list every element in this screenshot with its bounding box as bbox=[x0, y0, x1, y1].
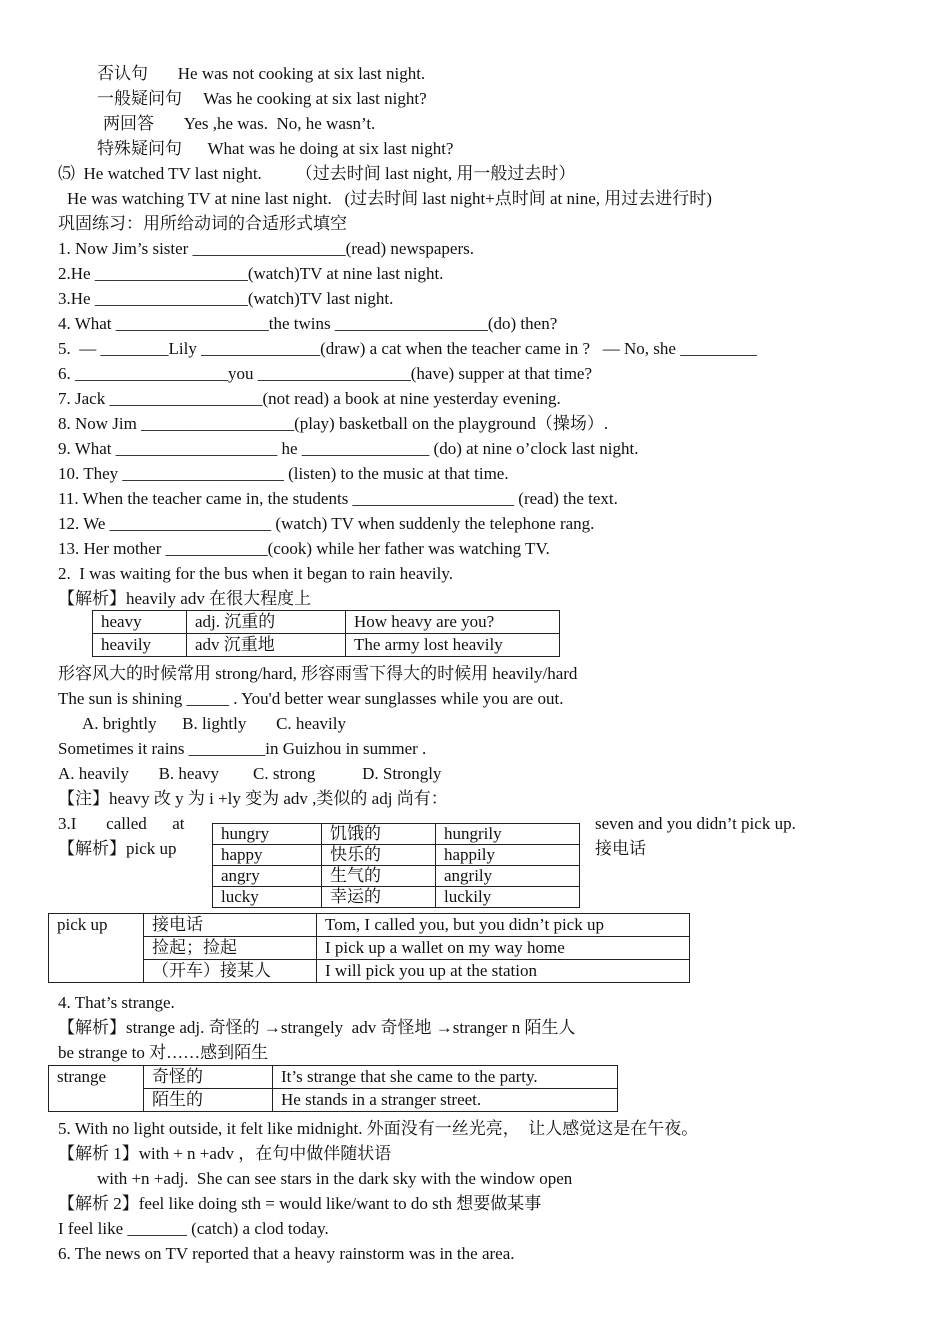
exercise-item-3: 3.He __________________(watch)TV last night. bbox=[58, 289, 394, 308]
table-row bbox=[49, 937, 690, 960]
analysis-strange: 【解析】strange adj. 奇怪的 →strangely adv 奇怪地 →stranger n 陌生人 bbox=[58, 1018, 576, 1037]
table-cell: 快乐的 bbox=[322, 845, 436, 866]
negative-sentence: 否认句 He was not cooking at six last night. bbox=[97, 64, 426, 83]
example-past-continuous: He was watching TV at nine last night. (过去时间 last night+点时间 at nine, 用过去进行时) bbox=[67, 189, 712, 208]
exercise-item-11: 11. When the teacher came in, the students ___________________ (read) the text. bbox=[58, 489, 618, 508]
exercise-item-9: 9. What ___________________ he _______________ (do) at nine o’clock last night. bbox=[58, 439, 639, 458]
with-adj-example: with +n +adj. She can see stars in the dark sky with the window open bbox=[97, 1169, 573, 1188]
table-cell: I pick up a wallet on my way home bbox=[317, 937, 690, 960]
table-cell: angry bbox=[213, 866, 322, 887]
sentence-6: 6. The news on TV reported that a heavy rainstorm was in the area. bbox=[58, 1244, 515, 1263]
practice-options-1: A. brightly B. lightly C. heavily bbox=[82, 714, 346, 733]
table-row bbox=[93, 611, 560, 634]
table-cell: hungry bbox=[213, 824, 322, 845]
exercise-item-7: 7. Jack __________________(not read) a book at nine yesterday evening. bbox=[58, 389, 561, 408]
sentence-2: 2. I was waiting for the bus when it began to rain heavily. bbox=[58, 564, 453, 583]
analysis-feel-like: 【解析 2】feel like doing sth = would like/want to do sth 想要做某事 bbox=[58, 1194, 542, 1213]
sentence-3-end: seven and you didn’t pick up. bbox=[595, 814, 796, 833]
table-cell: angrily bbox=[436, 866, 580, 887]
table-cell: hungrily bbox=[436, 824, 580, 845]
table-cell: （开车）接某人 bbox=[144, 960, 317, 983]
strange-table bbox=[48, 1065, 618, 1112]
exercise-item-2: 2.He __________________(watch)TV at nine last night. bbox=[58, 264, 444, 283]
table-cell: 陌生的 bbox=[144, 1089, 273, 1112]
table-row bbox=[213, 824, 580, 845]
table-cell: heavily bbox=[93, 634, 187, 657]
exercise-item-12: 12. We ___________________ (watch) TV when suddenly the telephone rang. bbox=[58, 514, 595, 533]
table-cell: pick up bbox=[49, 914, 144, 983]
general-question: 一般疑问句 Was he cooking at six last night? bbox=[97, 89, 427, 108]
table-row bbox=[213, 887, 580, 908]
note-adj-to-adv: 【注】heavy 改 y 为 i +ly 变为 adv ,类似的 adj 尚有： bbox=[58, 789, 448, 808]
table-cell: happy bbox=[213, 845, 322, 866]
two-answers: 两回答 Yes ,he was. No, he wasn’t. bbox=[103, 114, 376, 133]
analysis-pick-up: 【解析】pick up bbox=[58, 839, 177, 858]
exercise-item-4: 4. What __________________the twins __________________(do) then? bbox=[58, 314, 558, 333]
heavy-table bbox=[92, 610, 560, 657]
table-cell: The army lost heavily bbox=[346, 634, 560, 657]
practice-question-1: The sun is shining _____ . You'd better wear sunglasses while you are out. bbox=[58, 689, 564, 708]
special-question: 特殊疑问句 What was he doing at six last night? bbox=[97, 139, 454, 158]
pick-up-meaning: 接电话 bbox=[595, 839, 646, 858]
sentence-4: 4. That’s strange. bbox=[58, 993, 175, 1012]
practice-question-2: Sometimes it rains _________in Guizhou in summer . bbox=[58, 739, 427, 758]
sentence-3-start: 3.I called at bbox=[58, 814, 185, 833]
table-cell: luckily bbox=[436, 887, 580, 908]
table-row bbox=[93, 634, 560, 657]
exercise-item-5: 5. — ________Lily ______________(draw) a cat when the teacher came in ? — No, she _________ bbox=[58, 339, 757, 358]
table-cell: 奇怪的 bbox=[144, 1066, 273, 1089]
pick-up-table bbox=[48, 913, 690, 983]
table-cell: strange bbox=[49, 1066, 144, 1112]
table-row bbox=[49, 1066, 618, 1089]
table-cell: lucky bbox=[213, 887, 322, 908]
analysis-heavily: 【解析】heavily adv 在很大程度上 bbox=[58, 589, 312, 608]
example-past-simple: ⑸ He watched TV last night. （过去时间 last night, 用一般过去时） bbox=[58, 164, 576, 183]
exercise-heading: 巩固练习：用所给动词的合适形式填空 bbox=[58, 214, 347, 233]
exercise-item-8: 8. Now Jim __________________(play) basketball on the playground（操场）. bbox=[58, 414, 609, 433]
practice-options-2: A. heavily B. heavy C. strong D. Strongly bbox=[58, 764, 442, 783]
table-cell: happily bbox=[436, 845, 580, 866]
feel-like-exercise: I feel like _______ (catch) a clod today. bbox=[58, 1219, 329, 1238]
table-cell: 捡起；捡起 bbox=[144, 937, 317, 960]
table-cell: 接电话 bbox=[144, 914, 317, 937]
table-cell: 生气的 bbox=[322, 866, 436, 887]
table-row bbox=[49, 914, 690, 937]
table-cell: adj. 沉重的 bbox=[187, 611, 346, 634]
usage-note: 形容风大的时候常用 strong/hard, 形容雨雪下得大的时候用 heavily/hard bbox=[58, 664, 578, 683]
exercise-item-10: 10. They ___________________ (listen) to the music at that time. bbox=[58, 464, 509, 483]
table-cell: heavy bbox=[93, 611, 187, 634]
table-row bbox=[49, 960, 690, 983]
exercise-item-6: 6. __________________you __________________(have) supper at that time? bbox=[58, 364, 593, 383]
table-cell: Tom, I called you, but you didn’t pick up bbox=[317, 914, 690, 937]
be-strange-to: be strange to 对……感到陌生 bbox=[58, 1043, 269, 1062]
sentence-5: 5. With no light outside, it felt like midnight. 外面没有一丝光亮， 让人感觉这是在午夜。 bbox=[58, 1119, 699, 1138]
exercise-item-13: 13. Her mother ____________(cook) while her father was watching TV. bbox=[58, 539, 550, 558]
table-cell: How heavy are you? bbox=[346, 611, 560, 634]
table-cell: 幸运的 bbox=[322, 887, 436, 908]
table-cell: 饥饿的 bbox=[322, 824, 436, 845]
adj-adv-table bbox=[212, 823, 580, 908]
table-cell: adv 沉重地 bbox=[187, 634, 346, 657]
table-cell: I will pick you up at the station bbox=[317, 960, 690, 983]
table-row bbox=[213, 845, 580, 866]
table-row bbox=[213, 866, 580, 887]
analysis-with: 【解析 1】with + n +adv ，在句中做伴随状语 bbox=[58, 1144, 392, 1163]
exercise-item-1: 1. Now Jim’s sister __________________(read) newspapers. bbox=[58, 239, 474, 258]
table-cell: It’s strange that she came to the party. bbox=[273, 1066, 618, 1089]
table-cell: He stands in a stranger street. bbox=[273, 1089, 618, 1112]
